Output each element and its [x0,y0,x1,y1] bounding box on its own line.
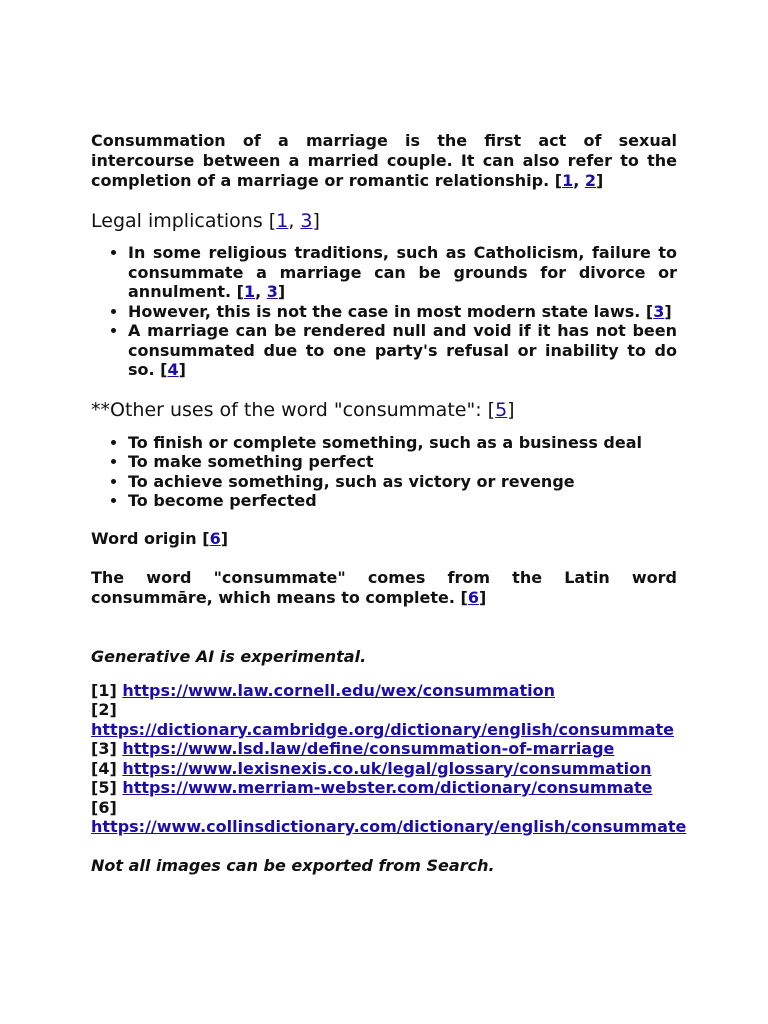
legal-heading-text: Legal implications [91,210,269,232]
list-item-text: However, this is not the case in most modern state laws. [128,301,646,321]
export-note: Not all images can be exported from Search. [91,855,495,875]
list-item: • To make something perfect [128,452,677,472]
citation-link-5[interactable]: 5 [495,398,508,421]
reference-number: [1] [91,680,123,700]
reference-number: [3] [91,739,123,758]
reference-number: [6] [91,797,117,817]
reference-link[interactable]: https://www.lexisnexis.co.uk/legal/glossary/consummation [122,758,652,778]
list-item-text: In some religious traditions, such as Catholicism, failure to consummate a marriage can be grounds for divorce or annulment. [128,243,677,301]
references-list [91,680,687,837]
reference-item [91,700,677,739]
citation-link-3[interactable]: 3 [300,210,313,232]
list-item: • To finish or complete something, such as a business deal [128,433,677,453]
citation-link-2[interactable]: 2 [584,171,596,190]
reference-number: [2] [91,700,117,719]
citation-link-3[interactable]: 3 [266,282,278,301]
word-origin-paragraph: The word "consummate" comes from the Latin word consummāre, which means to complete. [6] [91,567,677,607]
document-content [91,131,687,876]
reference-link[interactable]: https://www.lsd.law/define/consummation-of-marriage [122,739,615,758]
reference-item [91,778,677,798]
intro-paragraph: Consummation of a marriage is the first act of sexual intercourse between a married couple. It can also refer to the completion of a marriage or romantic relationship. [1, 2] [91,131,677,190]
word-origin-heading: Word origin [6] [91,528,229,548]
reference-link[interactable]: https://www.collinsdictionary.com/dictionary/english/consummate [91,817,687,836]
reference-number: [4] [91,758,123,778]
reference-link[interactable]: https://www.law.cornell.edu/wex/consummation [122,680,556,700]
ai-disclaimer: Generative AI is experimental. [91,646,367,666]
reference-number: [5] [91,778,123,797]
citation-link-1[interactable]: 1 [562,171,574,190]
other-uses-heading: **Other uses of the word "consummate": [5] [91,398,515,421]
list-item: • However, this is not the case in most modern state laws. [3] [128,302,677,322]
citation-link-3[interactable]: 3 [653,301,665,321]
word-origin-text: The word "consummate" comes from the Latin word consummāre, which means to complete. [91,567,677,607]
other-uses-heading-text: **Other uses of the word "consummate": [91,398,488,421]
reference-item [91,759,677,779]
word-origin-heading-text: Word origin [91,528,203,548]
reference-link[interactable]: https://dictionary.cambridge.org/dictionary/english/consummate [91,719,674,739]
reference-link[interactable]: https://www.merriam-webster.com/dictionary/consummate [122,778,653,797]
citation-link-1[interactable]: 1 [243,282,256,301]
intro-text: Consummation of a marriage is the first act of sexual intercourse between a married couple. It can also refer to the completion of a marriage or romantic relationship. [91,131,677,190]
list-item: • In some religious traditions, such as Catholicism, failure to consummate a marriage can be grounds for divorce or annulment. [1, 3] [128,243,677,302]
reference-item [91,681,677,701]
reference-item [91,739,677,759]
citation-link-6[interactable]: 6 [209,528,221,548]
citation-link-1[interactable]: 1 [276,210,289,232]
reference-item [91,797,687,837]
list-item: • To achieve something, such as victory or revenge [128,472,677,492]
list-item-text: A marriage can be rendered null and void if it has not been consummated due to one party's refusal or inability to do so. [128,321,677,379]
legal-implications-list [91,243,677,380]
citation-link-6[interactable]: 6 [467,587,479,607]
other-uses-list [91,433,677,511]
list-item: • A marriage can be rendered null and void if it has not been consummated due to one party's refusal or inability to do so. [4] [128,321,677,380]
legal-implications-heading: Legal implications [1, 3] [91,210,320,232]
citation-link-4[interactable]: 4 [167,360,179,379]
list-item: • To become perfected [128,491,677,511]
